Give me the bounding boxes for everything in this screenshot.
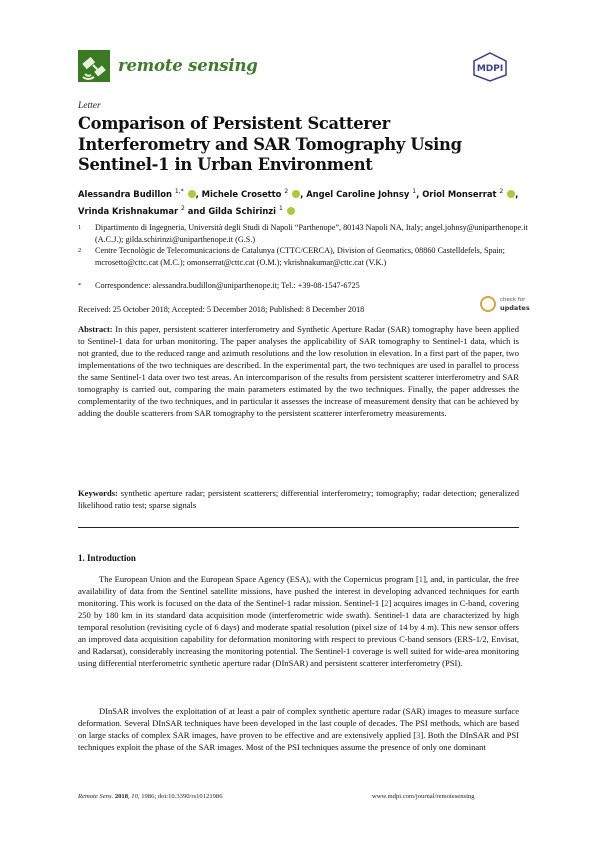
- paragraph-1: [78, 573, 519, 669]
- abstract: [78, 323, 519, 419]
- affiliation-mark: *: [78, 282, 82, 289]
- author-name: Alessandra Budillon: [78, 189, 172, 199]
- check-for-updates-badge[interactable]: [480, 296, 528, 316]
- author-affil-sup: 1: [278, 204, 283, 212]
- citation-link[interactable]: 1: [418, 574, 424, 584]
- affiliation-mark: 1: [78, 224, 82, 231]
- abstract-label: Abstract:: [78, 324, 113, 334]
- footer-citation: Remote Sens. 2018, 10, 1986; doi:10.3390/rs10121986: [78, 793, 223, 800]
- section-divider: [78, 527, 519, 528]
- affiliation-text: Dipartimento di Ingegneria, Università degli Studi di Napoli “Parthenope”, 80143 Napoli NA, Italy; angel.johnsy@uniparthenope.it (A.C.J.); gilda.schirinzi@uniparthenope.it (G.S.): [95, 223, 528, 244]
- footer-doi: , 1986; doi:10.3390/rs10121986: [137, 793, 223, 800]
- author-name: Gilda Schirinzi: [208, 205, 277, 216]
- affiliation-mark: 2: [78, 247, 82, 254]
- abstract-text: In this paper, persistent scatterer interferometry and Synthetic Aperture Radar (SAR) tomography have been applied to Sentinel-1 data for urban monitoring. The paper analyses the applicability of SAR tomography to Sentinel-1 data, which is not granted, due to the reduced range and azimuth resolutions and the low resolution in elevation. In a first part of the paper, two implementations of the two techniques are described. In the experimental part, the two techniques are used in parallel to process the same Sentinel-1 data over two test areas. An intercomparison of the results from persistent scatterer interferometry and SAR tomography is carried out, comparing the main parameters estimated by the two techniques. Finally, the paper addresses the complementarity of the two techniques, and in particular it assesses the increase of measurement density that can be achieved by adding the double scatterers from SAR tomography to the persistent scatterer interferometry measurements.: [78, 324, 519, 419]
- paragraph-text: ] acquires images in C-band, covering 250 by 180 km in its standard data acquisition mode (interferometric wide swath). Sentinel-1 data are characterized by high temporal resolution (revisiting cycle of 6 days) and moderate spatial resolution (pixel size of 14 by 4 m). This new sensor offers an improved data acquisition capability for deformation monitoring with respect to previous C-band sensors (ERS-1/2, Envisat, and Radarsat), considerably increasing the monitoring potential. The Sentinel-1 coverage is well suited for wide-area monitoring using differential nterferometric synthetic aperture radar (DInSAR) and persistent scatterer interferometry (PSI).: [78, 598, 519, 669]
- footer-year: 2018: [114, 793, 128, 800]
- paper-title: Comparison of Persistent Scatterer Interferometry and SAR Tomography Using Sentinel-1 in Urban Environment: [78, 114, 462, 174]
- affiliation-1: [78, 222, 528, 245]
- check-updates-icon: [480, 296, 496, 312]
- author-affil-sup: 2: [181, 204, 185, 212]
- author-name: Vrinda Krishnakumar: [78, 205, 179, 216]
- affiliation-text: Centre Tecnològic de Telecomunicacions de Catalunya (CTTC/CERCA), Division of Geomatics, 08860 Castelldefels, Spain; mcrosetto@cttc.cat (M.C.); omonserrat@cttc.cat (O.M.); vkrishnakumar@cttc.cat (V.K.): [95, 246, 505, 267]
- keywords: [78, 487, 519, 511]
- mdpi-logo: [471, 52, 509, 82]
- author-affil-sup: 2: [499, 188, 504, 195]
- footer-url[interactable]: www.mdpi.com/journal/remotesensing: [372, 793, 475, 800]
- check-updates-line2: updates: [500, 304, 530, 312]
- author-name: Angel Caroline Johnsy: [306, 189, 410, 199]
- paragraph-text: The European Union and the European Space Agency (ESA), with the Copernicus program [: [99, 574, 419, 584]
- svg-text:MDPI: MDPI: [476, 64, 504, 74]
- paragraph-text: ]. Both the DInSAR and PSI techniques exploit the phase of the SAR images. Most of the PSI techniques assume the presence of only one dominant: [78, 730, 520, 753]
- author-affil-sup: 2: [284, 188, 289, 195]
- citation-link[interactable]: 3: [416, 730, 421, 741]
- author-name: Oriol Monserrat: [422, 189, 497, 199]
- orcid-icon[interactable]: [292, 190, 300, 198]
- paragraph-text: DInSAR involves the exploitation of at least a pair of complex synthetic aperture radar (SAR) images to measure surface deformation. Several DInSAR techniques have been developed in the last couple of decades. The PSI methods, which are based on large stacks of complex SAR images, have proven to be effective and are extensively applied [: [78, 706, 519, 741]
- author-name: Michele Crosetto: [201, 189, 282, 199]
- journal-logo-icon: [78, 50, 110, 82]
- author-list: Alessandra Budillon $^{1,*}$ , Michele Crosetto $^2$ , Angel Caroline Johnsy $^1$, Oriol Monserrat $^2$ , Vrinda Krishnakumar $^2$ and Gilda Schirinzi $^1$: [78, 188, 519, 216]
- orcid-icon[interactable]: [287, 207, 295, 215]
- orcid-icon[interactable]: [507, 190, 515, 198]
- correspondence: [78, 280, 528, 292]
- affiliation-text: Correspondence: alessandra.budillon@uniparthenope.it; Tel.: +39-08-1547-6725: [95, 281, 360, 290]
- publication-dates: Received: 25 October 2018; Accepted: 5 December 2018; Published: 8 December 2018: [78, 305, 365, 314]
- author-affil-sup: 1,*: [174, 188, 184, 195]
- affiliation-2: [78, 245, 528, 268]
- journal-name: remote sensing: [118, 56, 258, 75]
- journal-header: [78, 50, 518, 90]
- citation-link[interactable]: 2: [384, 598, 389, 609]
- paragraph-text: ], and, in particular, the free availability of data from the Sentinel satellite missions, have pushed the interest in developing advanced techniques for earth monitoring. This work is focused on the data of the Sentinel-1 radar mission. Sentinel-1 [: [78, 574, 519, 609]
- check-updates-line1: check for: [500, 297, 526, 303]
- author-affil-sup: 1: [412, 188, 417, 195]
- keywords-label: Keywords:: [78, 488, 118, 498]
- keywords-text: synthetic aperture radar; persistent scatterers; differential interferometry; tomography; radar detection; generalized likelihood ratio test; sparse signals: [78, 488, 519, 511]
- footer-journal: Remote Sens.: [78, 793, 114, 800]
- article-type: Letter: [78, 101, 101, 111]
- paragraph-2: [78, 705, 519, 753]
- orcid-icon[interactable]: [188, 190, 196, 198]
- section-heading: 1. Introduction: [78, 553, 136, 563]
- footer-volume: 10: [131, 793, 138, 800]
